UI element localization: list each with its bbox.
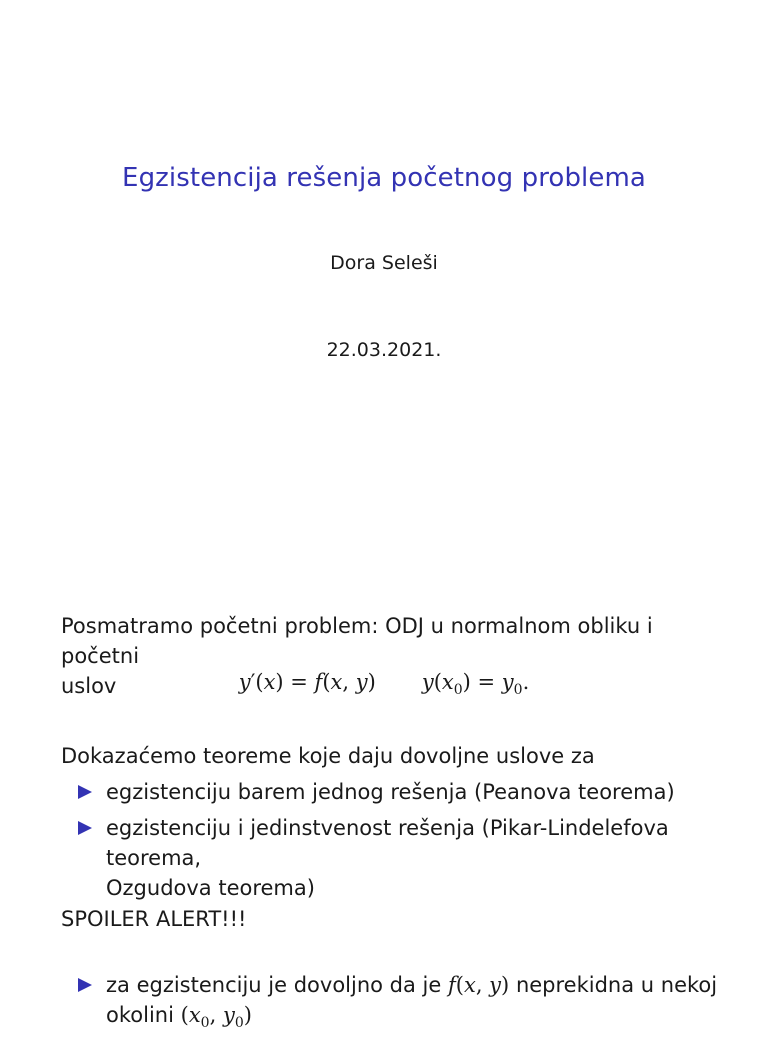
presentation-date: 22.03.2021.	[326, 339, 442, 361]
list-item-line-2: Ozgudova teorema)	[106, 876, 315, 900]
equation-initial-condition: $y(x_0) = y_0$.	[421, 670, 530, 699]
page-title: Egzistencija rešenja početnog problema	[122, 163, 646, 193]
list-item	[78, 970, 728, 1038]
spoiler-text-part-2: neprekidna u nekoj	[515, 973, 718, 997]
author-name: Dora Seleši	[330, 252, 438, 274]
math-function: f(x, y)	[447, 973, 510, 997]
list-item	[78, 813, 728, 903]
spoiler-text-part-1: za egzistenciju je dovoljno da je	[106, 973, 442, 997]
triangle-bullet-icon	[78, 785, 92, 799]
intro-line-1: Posmatramo početni problem: ODJ u normalnom obliku i početni	[61, 614, 653, 668]
spoiler-heading: SPOILER ALERT!!!	[61, 907, 247, 931]
spoiler-text-line-2: okolini	[106, 1003, 174, 1027]
triangle-bullet-icon	[78, 821, 92, 835]
theorems-lead-text: Dokazaćemo teoreme koje daju dovoljne uslove za	[61, 744, 595, 768]
intro-line-2: uslov	[61, 674, 117, 698]
list-item-text	[106, 813, 728, 903]
list-item-text: egzistenciju barem jednog rešenja (Peanova teorema)	[106, 780, 675, 804]
list-item-text	[106, 970, 717, 1038]
triangle-bullet-icon	[78, 978, 92, 992]
initial-value-equation	[0, 670, 768, 698]
list-item	[78, 777, 728, 807]
math-point: ($x_0$, $y_0$)	[180, 1003, 252, 1032]
list-item-line-1: egzistenciju i jedinstvenost rešenja (Pikar-Lindelefova teorema,	[106, 816, 669, 870]
equation-ode: y′(x) = f(x, y)	[238, 670, 376, 694]
